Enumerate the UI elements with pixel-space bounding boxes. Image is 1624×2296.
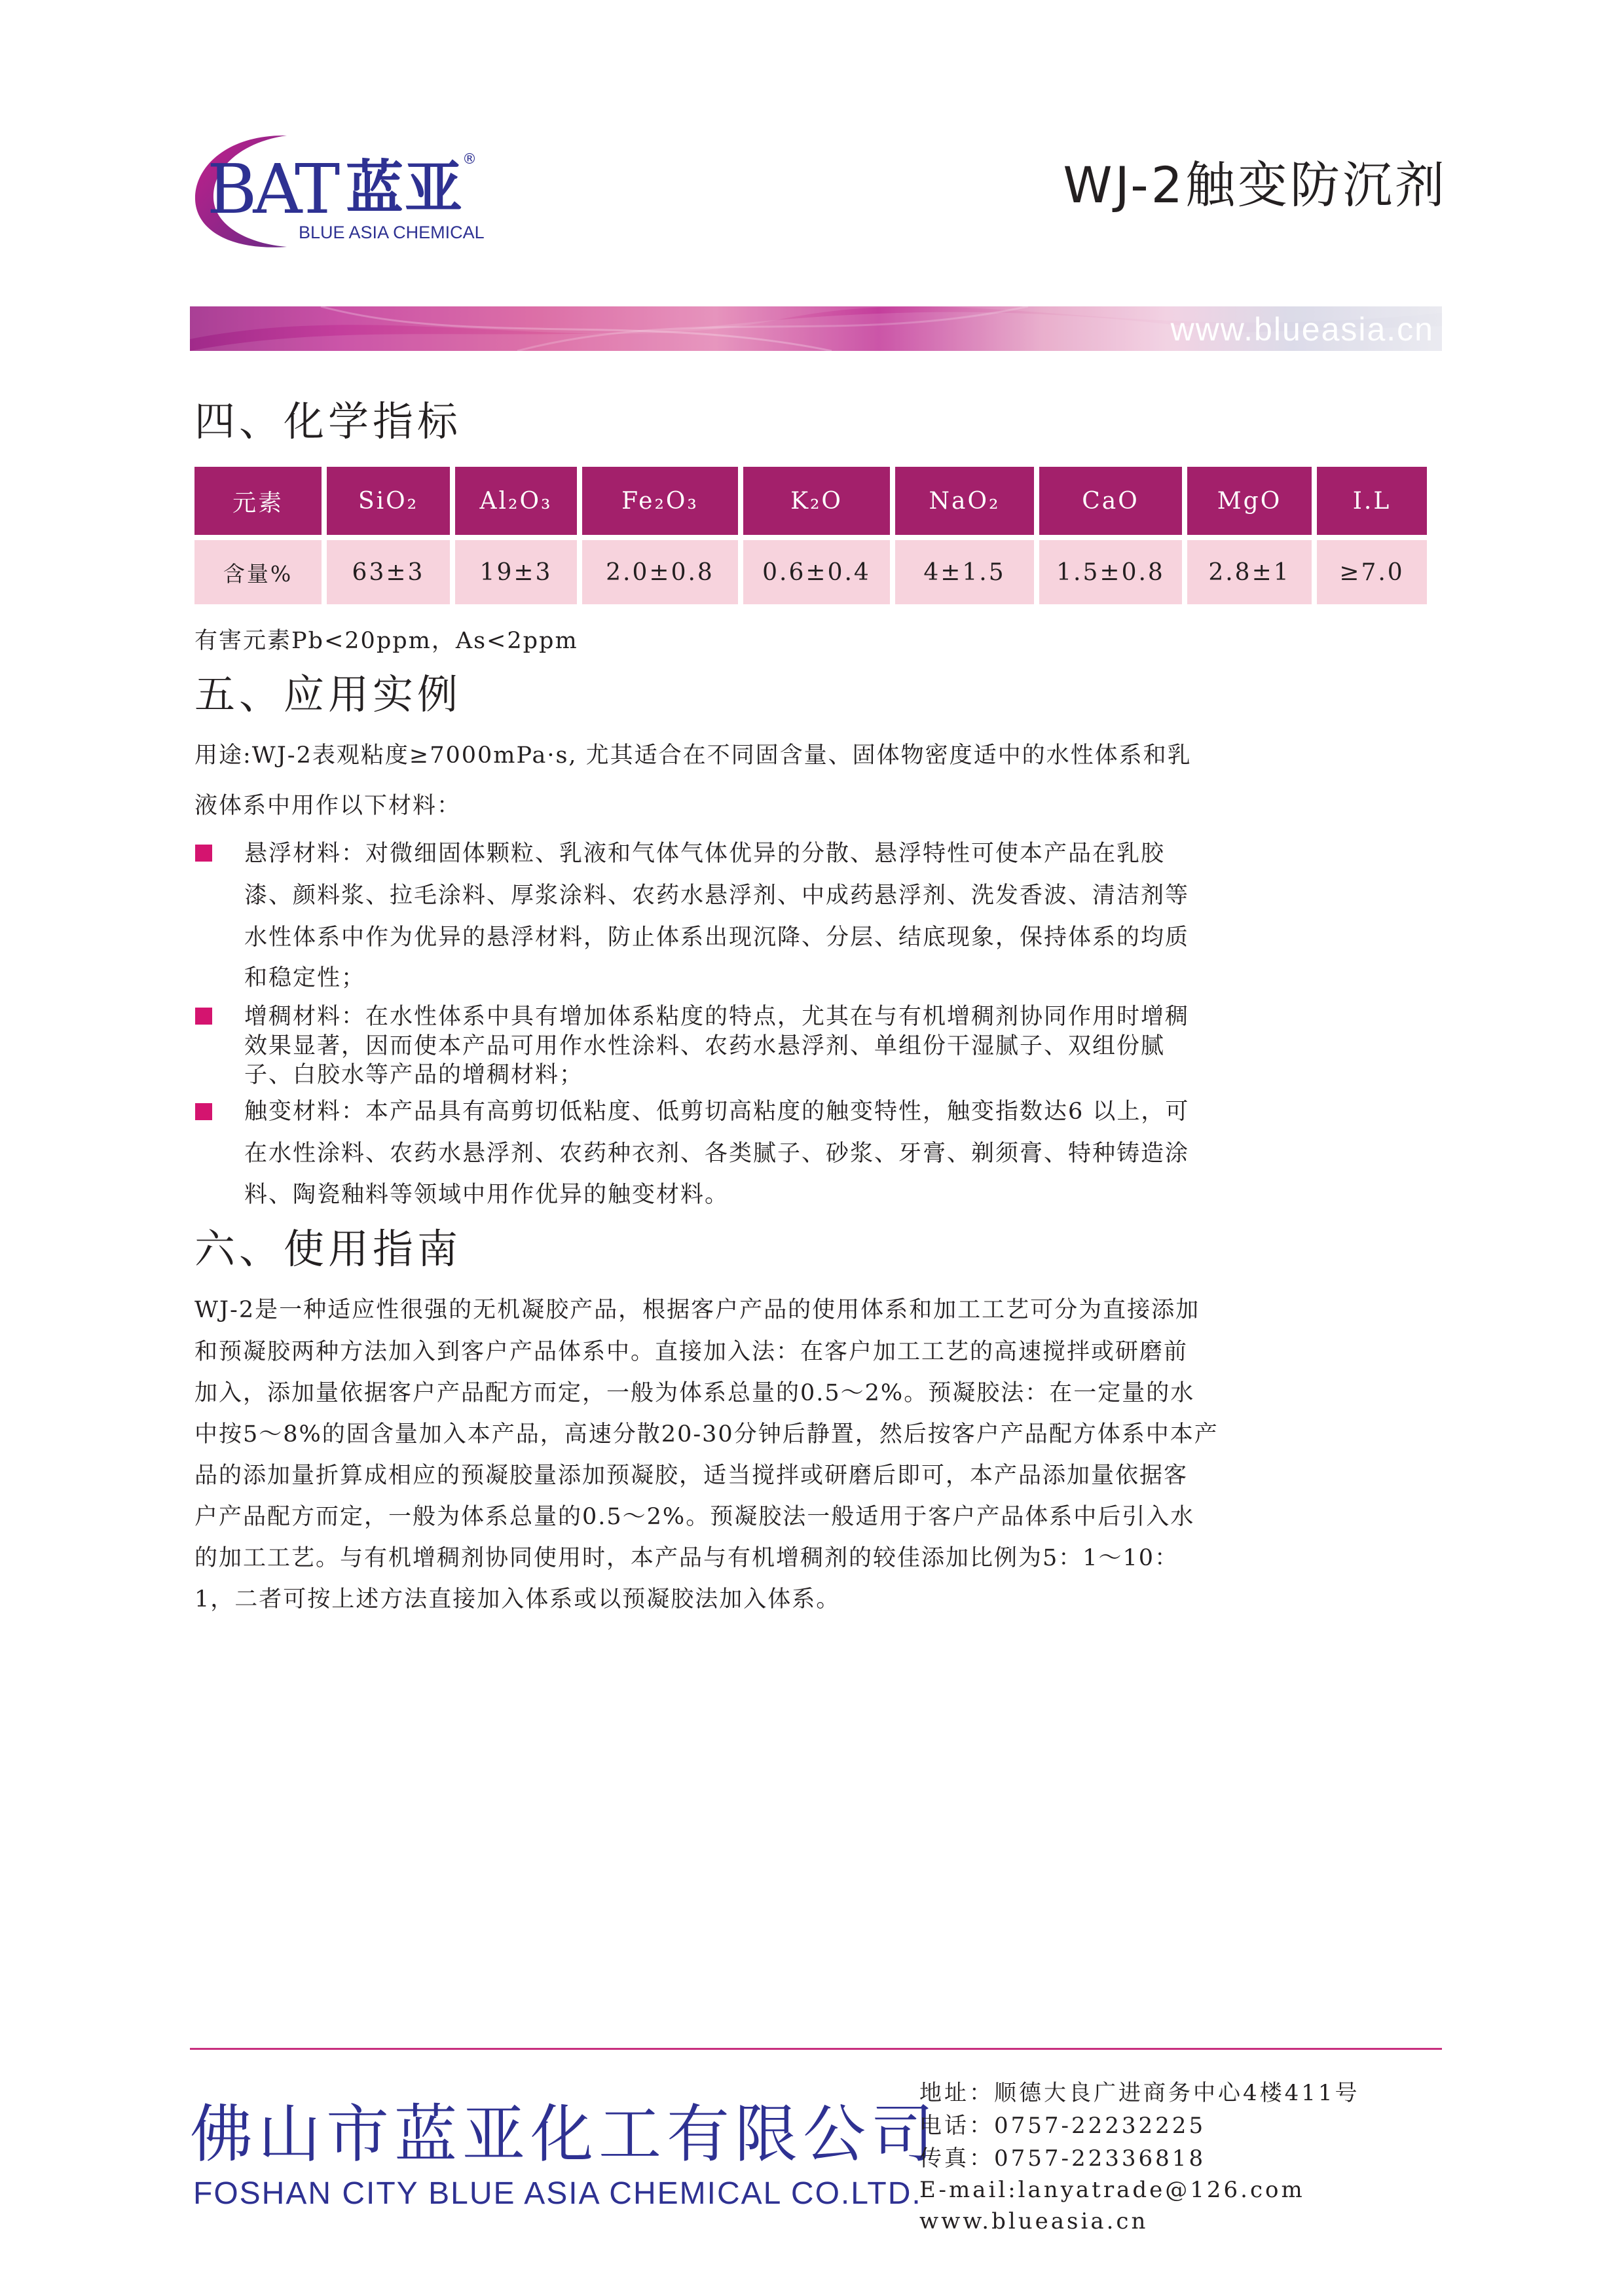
guide-line: 和预凝胶两种方法加入到客户产品体系中。直接加入法：在客户加工工艺的高速搅拌或研磨前 xyxy=(194,1339,1189,1365)
bullet-square-icon xyxy=(195,845,212,862)
table-header-cell: MgO xyxy=(1187,467,1312,535)
bullet-square-icon xyxy=(195,1008,212,1025)
guide-line: WJ-2是一种适应性很强的无机凝胶产品，根据客户产品的使用体系和加工工艺可分为直接添加 xyxy=(194,1297,1200,1323)
contact-website[interactable]: www.blueasia.cn xyxy=(919,2208,1149,2234)
bullet-line: 在水性涂料、农药水悬浮剂、农药种衣剂、各类腻子、砂浆、牙膏、剃须膏、特种铸造涂 xyxy=(244,1140,1190,1167)
table-row xyxy=(194,540,1427,604)
guide-line: 的加工工艺。与有机增稠剂协同使用时，本产品与有机增稠剂的较佳添加比例为5：1～10： xyxy=(194,1545,1179,1571)
section-4-heading: 四、化学指标 xyxy=(194,397,462,445)
usage-intro-line: 用途:WJ-2表观粘度≥7000mPa·s, 尤其适合在不同固含量、固体物密度适中的水性体系和乳 xyxy=(194,742,1192,769)
table-header-row xyxy=(194,467,1427,535)
guide-line: 1，二者可按上述方法直接加入体系或以预凝胶法加入体系。 xyxy=(194,1586,841,1613)
bullet-line: 悬浮材料：对微细固体颗粒、乳液和气体气体优异的分散、悬浮特性可使本产品在乳胶 xyxy=(244,841,1166,867)
bullet-line: 增稠材料：在水性体系中具有增加体系粘度的特点，尤其在与有机增稠剂协同作用时增稠 xyxy=(244,1004,1190,1030)
table-header-cell: I.L xyxy=(1317,467,1427,535)
table-header-cell: K₂O xyxy=(743,467,890,535)
table-header-cell: Fe₂O₃ xyxy=(582,467,738,535)
table-cell: 2.0±0.8 xyxy=(582,540,738,604)
guide-line: 加入，添加量依据客户产品配方而定，一般为体系总量的0.5～2%。预凝胶法：在一定量的水 xyxy=(194,1380,1195,1406)
chemical-index-table xyxy=(189,462,1432,610)
footer-divider xyxy=(190,2048,1442,2050)
usage-intro-line: 液体系中用作以下材料： xyxy=(194,793,462,819)
company-logo xyxy=(189,128,490,252)
contact-fax: 传真：0757-22336818 xyxy=(919,2145,1206,2172)
section-5-heading: 五、应用实例 xyxy=(194,670,462,718)
table-header-cell: CaO xyxy=(1039,467,1182,535)
bullet-line: 料、陶瓷釉料等领域中用作优异的触变材料。 xyxy=(244,1182,729,1208)
table-header-cell: 元素 xyxy=(194,467,322,535)
company-name-chinese: 佛山市蓝亚化工有限公司 xyxy=(190,2098,939,2171)
guide-line: 品的添加量折算成相应的预凝胶量添加预凝胶，适当搅拌或研磨后即可，本产品添加量依据客 xyxy=(194,1463,1189,1489)
contact-phone: 电话：0757-22232225 xyxy=(919,2113,1206,2139)
bullet-line: 漆、颜料浆、拉毛涂料、厚浆涂料、农药水悬浮剂、中成药悬浮剂、洗发香波、清洁剂等 xyxy=(244,883,1190,909)
table-cell: 19±3 xyxy=(455,540,577,604)
table-cell: 63±3 xyxy=(327,540,450,604)
guide-line: 中按5～8%的固含量加入本产品，高速分散20-30分钟后静置，然后按客户产品配方体系中本产 xyxy=(194,1421,1219,1448)
company-name-english: FOSHAN CITY BLUE ASIA CHEMICAL CO.LTD. xyxy=(193,2176,922,2211)
harmful-elements-note: 有害元素Pb<20ppm，As<2ppm xyxy=(194,628,578,654)
table-cell: 含量% xyxy=(194,540,322,604)
logo-english-name: BLUE ASIA CHEMICAL xyxy=(299,223,485,242)
section-6-heading: 六、使用指南 xyxy=(194,1225,462,1273)
bullet-square-icon xyxy=(195,1103,212,1120)
table-cell: 4±1.5 xyxy=(895,540,1034,604)
bullet-line: 触变材料：本产品具有高剪切低粘度、低剪切高粘度的触变特性，触变指数达6 以上，可 xyxy=(244,1099,1190,1125)
table-cell: 0.6±0.4 xyxy=(743,540,890,604)
guide-line: 户产品配方而定，一般为体系总量的0.5～2%。预凝胶法一般适用于客户产品体系中后引入水 xyxy=(194,1504,1195,1530)
bullet-line: 子、白胶水等产品的增稠材料； xyxy=(244,1062,584,1088)
website-url[interactable]: www.blueasia.cn xyxy=(1170,311,1434,348)
logo-letters: BAT xyxy=(207,149,337,229)
table-header-cell: SiO₂ xyxy=(327,467,450,535)
table-header-cell: NaO₂ xyxy=(895,467,1034,535)
logo-chinese-name: 蓝亚 xyxy=(346,154,464,221)
table-header-cell: Al₂O₃ xyxy=(455,467,577,535)
contact-email[interactable]: E-mail:lanyatrade@126.com xyxy=(919,2177,1305,2203)
table-cell: 2.8±1 xyxy=(1187,540,1312,604)
bullet-line: 效果显著，因而使本产品可用作水性涂料、农药水悬浮剂、单组份干湿腻子、双组份腻 xyxy=(244,1033,1166,1059)
registered-mark: ® xyxy=(462,151,477,168)
product-title: WJ-2触变防沉剂 xyxy=(1063,156,1447,214)
table-cell: ≥7.0 xyxy=(1317,540,1427,604)
bullet-line: 水性体系中作为优异的悬浮材料，防止体系出现沉降、分层、结底现象，保持体系的均质 xyxy=(244,924,1190,951)
contact-address: 地址：顺德大良广进商务中心4楼411号 xyxy=(919,2080,1360,2106)
header-banner xyxy=(190,306,1442,351)
table-cell: 1.5±0.8 xyxy=(1039,540,1182,604)
bullet-line: 和稳定性； xyxy=(244,965,366,991)
